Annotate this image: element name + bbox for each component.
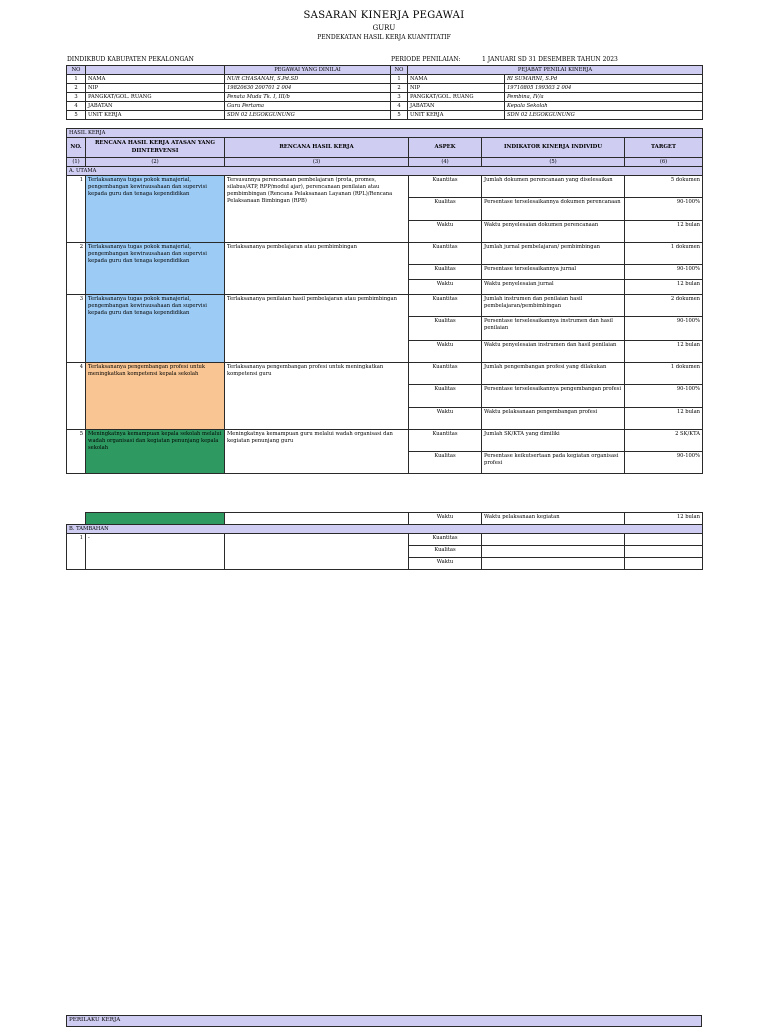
identity-row: [67, 102, 703, 111]
utama-row: [67, 295, 703, 317]
identity-label: NIP: [408, 84, 505, 93]
identity-header-row: [67, 66, 703, 75]
rhk-atasan-cell: Terlaksananya tugas pokok manajerial, pengembangan kewirausahaan dan supervisi kepada guru dan tenaga kependidikan: [86, 243, 225, 295]
aspek-cell: Kualitas: [409, 385, 482, 408]
hasil-kerja-table: [66, 128, 703, 474]
indikator-cell: Waktu pelaksanaan pengembangan profesi: [482, 408, 625, 430]
section-utama-label: A. UTAMA: [67, 167, 703, 176]
indikator-cell: Persentase terselesaikannya dokumen perencanaan: [482, 198, 625, 221]
aspek-cell: Waktu: [409, 513, 482, 525]
identity-label: JABATAN: [408, 102, 505, 111]
indikator-cell: [482, 546, 625, 558]
col-header-indikator: INDIKATOR KINERJA INDIVIDU: [482, 138, 625, 158]
identity-label: PANGKAT/GOL. RUANG: [408, 93, 505, 102]
aspek-cell: Kuantitas: [409, 363, 482, 385]
identity-row: [67, 84, 703, 93]
indikator-cell: Persentase terselesaikannya pengembangan profesi: [482, 385, 625, 408]
aspek-cell: Kualitas: [409, 317, 482, 341]
rhk-cell: Terlaksananya pembelajaran atau pembimbingan: [225, 243, 409, 295]
identity-no: 2: [67, 84, 86, 93]
indikator-cell: Jumlah dokumen perencanaan yang diselesaikan: [482, 176, 625, 198]
rhk-cell: Terlaksananya pengembangan profesi untuk meningkatkan kompetensi guru: [225, 363, 409, 430]
column-number: (1): [67, 158, 86, 167]
identity-right-head: PEJABAT PENILAI KINERJA: [408, 66, 703, 75]
indikator-cell: Waktu penyelesaian dokumen perencanaan: [482, 221, 625, 243]
tambahan-row: [67, 534, 703, 546]
rhk-atasan-cell: Meningkatnya kemampuan kepala sekolah melalui wadah organisasi dan kegiatan penunjang kepala sekolah: [86, 430, 225, 474]
col-header-target: TARGET: [625, 138, 703, 158]
aspek-cell: Kualitas: [409, 198, 482, 221]
indikator-cell: Jumlah instrumen dan penilaian hasil pembelajaran/pembimbingan: [482, 295, 625, 317]
period-value: 1 JANUARI SD 31 DESEMBER TAHUN 2023: [482, 56, 618, 63]
column-number-row: [67, 158, 703, 167]
column-number: (3): [225, 158, 409, 167]
identity-no: 1: [67, 75, 86, 84]
perilaku-kerja-label: PERILAKU KERJA: [66, 1015, 702, 1027]
indikator-cell: Waktu pelaksanaan kegiatan: [482, 513, 625, 525]
identity-label: UNIT KERJA: [408, 111, 505, 120]
target-cell: 12 bulan: [625, 221, 703, 243]
indikator-cell: Persentase terselesaikannya jurnal: [482, 265, 625, 280]
period-label: PERIODE PENILAIAN:: [391, 56, 461, 63]
target-cell: 90-100%: [625, 265, 703, 280]
aspek-cell: Waktu: [409, 221, 482, 243]
target-cell: [625, 546, 703, 558]
identity-left-head: PEGAWAI YANG DINILAI: [225, 66, 391, 75]
column-number: (2): [86, 158, 225, 167]
identity-right-value: Pembina, IV/a: [505, 93, 703, 102]
target-cell: 12 bulan: [625, 341, 703, 363]
rhk-cell: Terlaksananya penilaian hasil pembelajaran atau pembimbingan: [225, 295, 409, 363]
identity-no: 3: [67, 93, 86, 102]
aspek-cell: Kuantitas: [409, 430, 482, 452]
aspek-cell: Waktu: [409, 341, 482, 363]
target-cell: 12 bulan: [625, 513, 703, 525]
utama-no: 1: [67, 176, 86, 243]
identity-col-no: NO: [391, 66, 408, 75]
target-cell: 90-100%: [625, 385, 703, 408]
identity-right-value: RI SUMARNI, S.Pd: [505, 75, 703, 84]
aspek-cell: Kuantitas: [409, 534, 482, 546]
column-number: (6): [625, 158, 703, 167]
identity-no: 5: [391, 111, 408, 120]
identity-no: 4: [391, 102, 408, 111]
tambahan-no: 1: [67, 534, 86, 570]
target-cell: 5 dokumen: [625, 176, 703, 198]
target-cell: [625, 558, 703, 570]
identity-no: 4: [67, 102, 86, 111]
identity-label: PANGKAT/GOL. RUANG: [86, 93, 225, 102]
identity-row: [67, 75, 703, 84]
identity-left-value: Guru Pertama: [225, 102, 391, 111]
identity-label: NIP: [86, 84, 225, 93]
aspek-cell: Kualitas: [409, 265, 482, 280]
identity-col-no: NO: [67, 66, 86, 75]
indikator-cell: Jumlah SK/KTA yang dimiliki: [482, 430, 625, 452]
utama-no: 2: [67, 243, 86, 295]
blank-cell: [67, 513, 86, 525]
rhk-cell: Meningkatnya kemampuan guru melalui wadah organisasi dan kegiatan penunjang guru: [225, 430, 409, 474]
rhk-cell: Tersusunnya perencanaan pembelajaran (prota, promes, silabus/ATP, RPP/modul ajar), perencanaan penilaian atau pembimbingan (Rencana Pelaksanaan Layanan (RPL)/Rencana Pelaksanaan Bimbingan (RPB): [225, 176, 409, 243]
document-subtitle: GURU: [372, 24, 396, 32]
col-header-no: NO.: [67, 138, 86, 158]
identity-row: [67, 111, 703, 120]
aspek-cell: Kuantitas: [409, 176, 482, 198]
hasil-kerja-label-row: [67, 129, 703, 138]
rhk-atasan-cell: Terlaksananya tugas pokok manajerial, pengembangan kewirausahaan dan supervisi kepada guru dan tenaga kependidikan: [86, 176, 225, 243]
col-header-rhk: RENCANA HASIL KERJA: [225, 138, 409, 158]
agency-name: DINDIKBUD KABUPATEN PEKALONGAN: [67, 56, 194, 63]
utama-row: [67, 363, 703, 385]
rhk-atasan-cell: Terlaksananya pengembangan profesi untuk meningkatkan kompetensi kepala sekolah: [86, 363, 225, 430]
identity-left-value: NUR CHASANAH, S.Pd.SD: [225, 75, 391, 84]
column-header-row: [67, 138, 703, 158]
target-cell: 2 dokumen: [625, 295, 703, 317]
column-number: (5): [482, 158, 625, 167]
target-cell: 1 dokumen: [625, 363, 703, 385]
aspek-cell: Waktu: [409, 408, 482, 430]
identity-label: NAMA: [408, 75, 505, 84]
utama-row: [67, 243, 703, 265]
column-number: (4): [409, 158, 482, 167]
indikator-cell: Jumlah jurnal pembelajaran/ pembimbingan: [482, 243, 625, 265]
aspek-cell: Kuantitas: [409, 243, 482, 265]
target-cell: 1 dokumen: [625, 243, 703, 265]
identity-no: 2: [391, 84, 408, 93]
utama-row: [67, 176, 703, 198]
rhk-cell: [225, 513, 409, 525]
identity-left-value: Penata Muda Tk. I, III/b: [225, 93, 391, 102]
identity-label: JABATAN: [86, 102, 225, 111]
section-tambahan-label: B. TAMBAHAN: [67, 525, 703, 534]
indikator-cell: Jumlah pengembangan profesi yang dilakukan: [482, 363, 625, 385]
identity-left-value: SDN 02 LEGOKGUNUNG: [225, 111, 391, 120]
rhk-atasan-cell: [86, 513, 225, 525]
target-cell: 2 SK/KTA: [625, 430, 703, 452]
indikator-cell: [482, 558, 625, 570]
utama-no: 3: [67, 295, 86, 363]
indikator-cell: [482, 534, 625, 546]
hasil-kerja-label: HASIL KERJA: [67, 129, 703, 138]
tambahan-atasan-cell: -: [86, 534, 225, 570]
identity-no: 3: [391, 93, 408, 102]
indikator-cell: Persentase keikutsertaan pada kegiatan organisasi profesi: [482, 452, 625, 474]
aspek-cell: Kualitas: [409, 452, 482, 474]
target-cell: 90-100%: [625, 317, 703, 341]
aspek-cell: Waktu: [409, 280, 482, 295]
target-cell: 90-100%: [625, 198, 703, 221]
target-cell: [625, 534, 703, 546]
identity-right-value: SDN 02 LEGOKGUNUNG: [505, 111, 703, 120]
rhk-atasan-cell: Terlaksananya tugas pokok manajerial, pengembangan kewirausahaan dan supervisi kepada guru dan tenaga kependidikan: [86, 295, 225, 363]
identity-label: UNIT KERJA: [86, 111, 225, 120]
col-header-aspek: ASPEK: [409, 138, 482, 158]
tambahan-rhk-cell: [225, 534, 409, 570]
identity-right-value: Kepala Sekolah: [505, 102, 703, 111]
identity-no: 1: [391, 75, 408, 84]
utama-row: [67, 430, 703, 452]
identity-right-value: 19710805 199303 2 004: [505, 84, 703, 93]
section-utama-row: [67, 167, 703, 176]
aspek-cell: Waktu: [409, 558, 482, 570]
document-title: SASARAN KINERJA PEGAWAI: [303, 10, 465, 21]
aspek-cell: Kuantitas: [409, 295, 482, 317]
identity-left-value: 19820630 200701 2 004: [225, 84, 391, 93]
col-header-rhk-atasan: RENCANA HASIL KERJA ATASAN YANG DIINTERVENSI: [86, 138, 225, 158]
identity-blank: [86, 66, 225, 75]
target-cell: 90-100%: [625, 452, 703, 474]
aspek-cell: Kualitas: [409, 546, 482, 558]
utama-no: 4: [67, 363, 86, 430]
utama-no: 5: [67, 430, 86, 474]
identity-no: 5: [67, 111, 86, 120]
document-approach: PENDEKATAN HASIL KERJA KUANTITATIF: [317, 34, 451, 41]
indikator-cell: Persentase terselesaikannya instrumen dan hasil penilaian: [482, 317, 625, 341]
identity-row: [67, 93, 703, 102]
identity-label: NAMA: [86, 75, 225, 84]
continuation-table: [66, 512, 703, 570]
target-cell: 12 bulan: [625, 280, 703, 295]
target-cell: 12 bulan: [625, 408, 703, 430]
indikator-cell: Waktu penyelesaian jurnal: [482, 280, 625, 295]
indikator-cell: Waktu penyelesaian instrumen dan hasil penilaian: [482, 341, 625, 363]
identity-table: [66, 65, 703, 120]
continuation-row: [67, 513, 703, 525]
section-tambahan-row: [67, 525, 703, 534]
